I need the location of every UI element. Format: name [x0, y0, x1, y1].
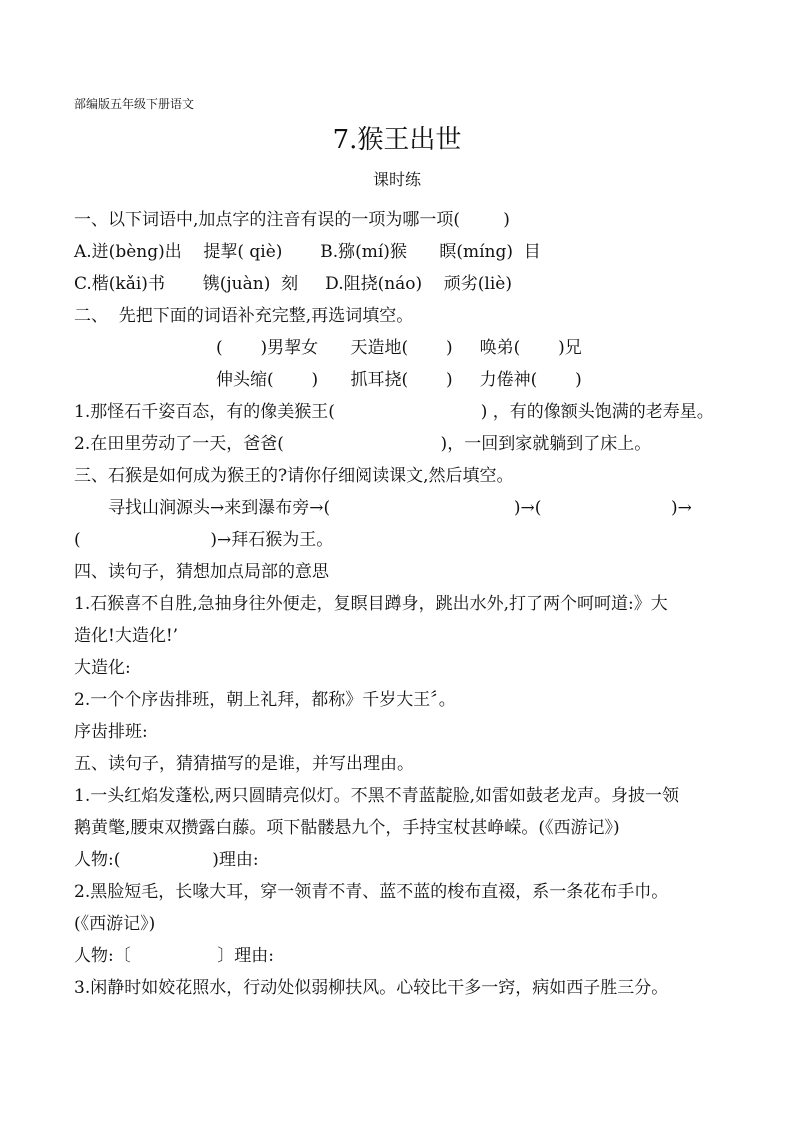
section-3-flow-line-2: ( )→拜石猴为王。	[74, 530, 334, 550]
section-1-heading: 一、以下词语中,加点字的注音有误的一项为哪一项( )	[74, 210, 510, 230]
section-2-question-2: 2.在田里劳动了一天，爸爸( )，一回到家就躺到了床上。	[74, 434, 652, 454]
section-5-q1-line-1: 1.一头红焰发蓬松,两只圆睛亮似灯。不黑不青蓝靛脸,如雷如鼓老龙声。身披一领	[74, 786, 680, 806]
section-1-options-ab: A.迸(bèng)出 提挈( qiè) B.猕(mí)猴 瞑(míng) 目	[74, 242, 541, 262]
section-2-words-row-1: ( )男挈女 天造地( ) 唤弟( )兄	[216, 338, 582, 358]
page-title: 7.猴王出世	[332, 125, 462, 155]
page-subtitle: 课时练	[372, 170, 421, 189]
section-2-heading: 二、 先把下面的词语补充完整,再选词填空。	[74, 306, 414, 326]
section-2-question-1: 1.那怪石千姿百态，有的像美猴王( ) ，有的像额头饱满的老寿星。	[74, 402, 714, 422]
section-4-heading: 四、读句子，猜想加点局部的意思	[74, 562, 329, 582]
section-5-q2-line-2: (《西游记》)	[74, 914, 156, 934]
section-4-q1-line-1: 1.石猴喜不自胜,急抽身往外便走，复瞑目蹲身，跳出水外,打了两个呵呵道:》大	[74, 594, 668, 614]
section-5-q2-answer: 人物:〔 〕理由:	[74, 946, 274, 966]
section-4-q1-line-2: 造化!大造化!’	[74, 626, 179, 646]
section-3-flow-line-1: 寻找山涧源头→来到瀑布旁→( )→( )→	[108, 498, 692, 518]
section-5-q2-line-1: 2.黑脸短毛，长喙大耳，穿一领青不青、蓝不蓝的梭布直裰，系一条花布手巾。	[74, 882, 669, 902]
section-4-q2-answer-label: 序齿排班:	[74, 722, 148, 742]
section-4-q2-line-1: 2.一个个序齿排班，朝上礼拜，都称》千岁大王〞。	[74, 690, 456, 710]
section-4-q1-answer-label: 大造化:	[74, 658, 131, 678]
section-1-options-cd: C.楷(kǎi)书 镌(juàn) 刻 D.阻挠(náo) 顽劣(liè)	[74, 274, 512, 294]
section-5-q1-line-2: 鹅黄氅,腰束双攒露白藤。项下骷髅悬九个，手持宝杖甚峥嵘。(《西游记》)	[74, 818, 620, 838]
section-5-q1-answer: 人物:( )理由:	[74, 850, 259, 870]
section-3-heading: 三、石猴是如何成为猴王的?请你仔细阅读课文,然后填空。	[74, 466, 514, 486]
section-2-words-row-2: 伸头缩( ) 抓耳挠( ) 力倦神( )	[216, 370, 582, 390]
series-label: 部编版五年级下册语文	[74, 97, 195, 111]
section-5-heading: 五、读句子，猜猜描写的是谁，并写出理由。	[74, 754, 414, 774]
section-5-q3-line-1: 3.闲静时如姣花照水，行动处似弱柳扶风。心较比干多一窍，病如西子胜三分。	[74, 978, 669, 998]
